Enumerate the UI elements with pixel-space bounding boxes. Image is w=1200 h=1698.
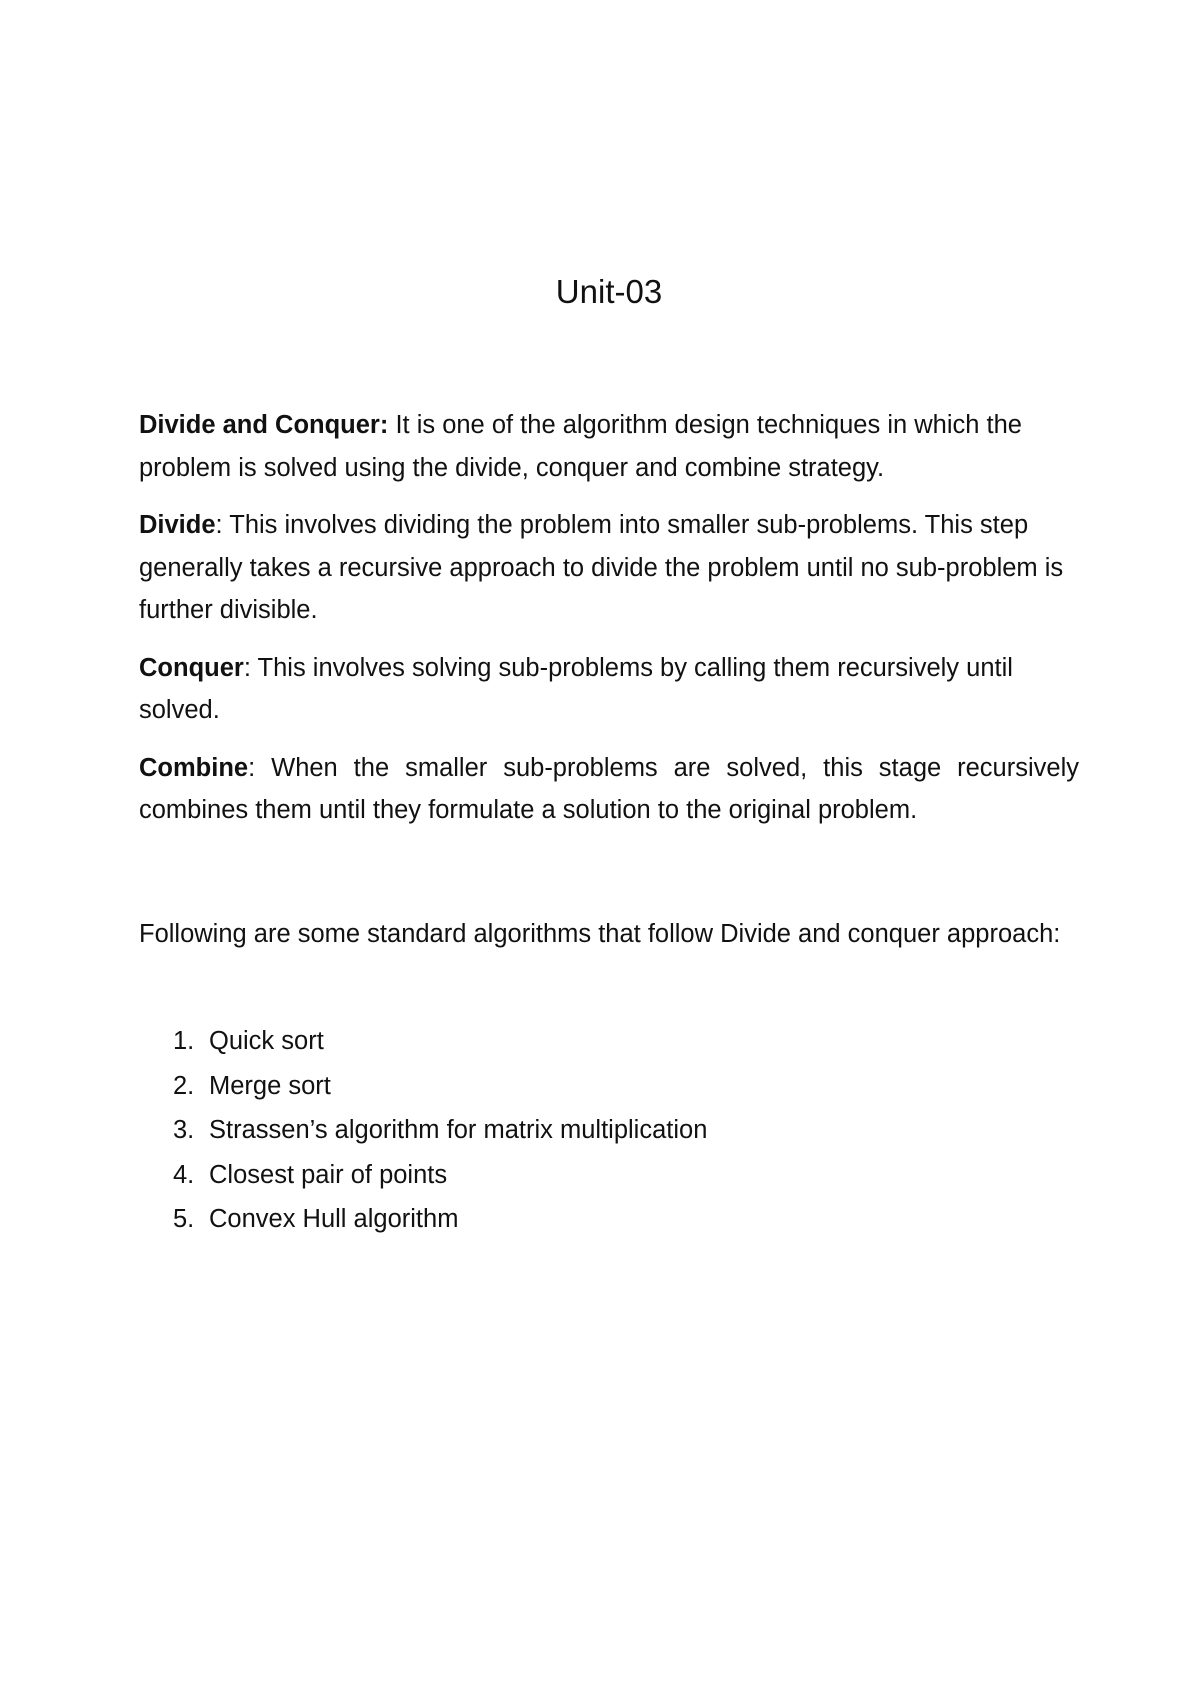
definition-conquer: : This involves solving sub-problems by calling them recursively until solved. [139,653,1013,724]
list-item-label: Quick sort [209,1027,324,1055]
list-item [139,1108,1079,1153]
list-item-number: 4. [173,1160,195,1189]
definition-combine: : When the smaller sub-problems are solved, this stage recursively combines them until they formulate a solution to the original problem. [139,753,1079,824]
page-title: Unit-03 [555,273,663,310]
term-divide-and-conquer: Divide and Conquer: [139,411,389,439]
paragraph-divide [139,504,1079,632]
algorithm-list [139,1019,1079,1242]
list-item [139,1019,1079,1064]
list-item [139,1197,1079,1242]
list-item-number: 5. [173,1205,195,1233]
list-item-label: Closest pair of points [209,1160,448,1189]
list-item-number: 3. [173,1116,195,1144]
list-item-label: Merge sort [209,1071,331,1100]
list-item [139,1064,1079,1109]
list-item-label: Strassen’s algorithm for matrix multiplication [209,1116,708,1144]
list-item-number: 1. [173,1027,195,1055]
definition-divide-and-conquer: It is one of the algorithm design techniques in which the problem is solved using the divide, conquer and combine strategy. [139,411,1022,482]
term-divide: Divide [139,511,216,539]
document-body [139,404,1079,1242]
list-item-label: Convex Hull algorithm [209,1205,459,1233]
intro-paragraph: Following are some standard algorithms that follow Divide and conquer approach: [139,919,1061,948]
paragraph-conquer [139,647,1079,732]
definition-divide: : This involves dividing the problem into smaller sub-problems. This step generally takes a recursive approach to divide the problem until no sub-problem is further divisible. [139,511,1064,624]
list-item-number: 2. [173,1071,195,1100]
list-item [139,1153,1079,1198]
spacer [139,847,1079,913]
term-combine: Combine [139,753,249,782]
term-conquer: Conquer [139,653,244,682]
paragraph-combine [139,747,1079,832]
paragraph-divide-and-conquer [139,404,1079,489]
